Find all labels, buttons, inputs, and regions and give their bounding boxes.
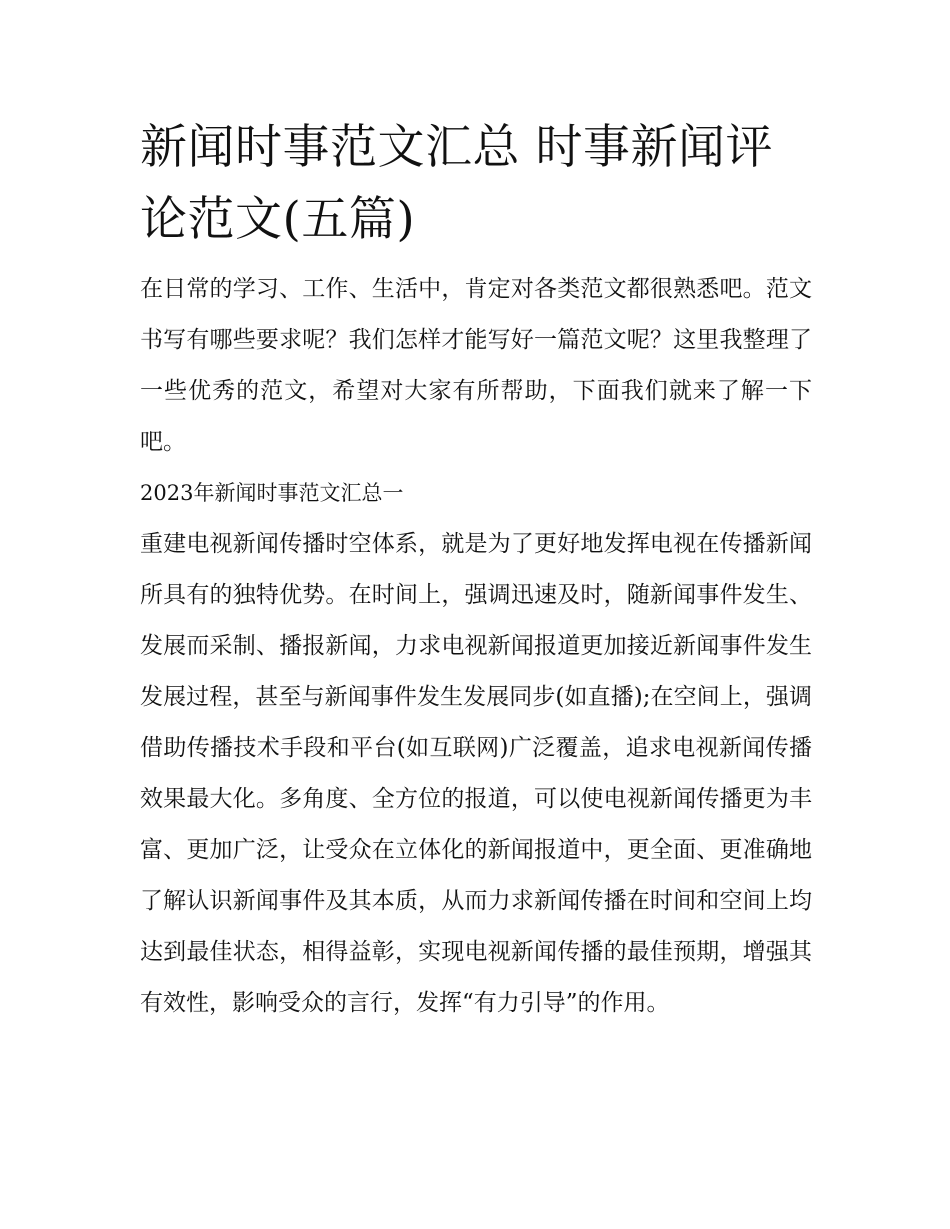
body-paragraph: 重建电视新闻传播时空体系，就是为了更好地发挥电视在传播新闻所具有的独特优势。在时间上，强调迅速及时，随新闻事件发生、发展而采制、播报新闻，力求电视新闻报道更加接近新闻事件发生发展过程，甚至与新闻事件发生发展同步(如直播);在空间上，强调借助传播技术手段和平台(如互联网)广泛覆盖，追求电视新闻传播效果最大化。多角度、全方位的报道，可以使电视新闻传播更为丰富、更加广泛，让受众在立体化的新闻报道中，更全面、更准确地了解认识新闻事件及其本质，从而力求新闻传播在时间和空间上均达到最佳状态，相得益彰，实现电视新闻传播的最佳预期，增强其有效性，影响受众的言行，发挥“有力引导”的作用。: [140, 531, 812, 1016]
section-heading: 2023年新闻时事范文汇总一: [140, 481, 404, 505]
document-title: 新闻时事范文汇总 时事新闻评论范文(五篇): [140, 120, 773, 247]
document-content: [140, 112, 812, 1029]
intro-paragraph: 在日常的学习、工作、生活中，肯定对各类范文都很熟悉吧。范文书写有哪些要求呢？我们怎样才能写好一篇范文呢？这里我整理了一些优秀的范文，希望对大家有所帮助，下面我们就来了解一下吧。: [140, 276, 812, 455]
